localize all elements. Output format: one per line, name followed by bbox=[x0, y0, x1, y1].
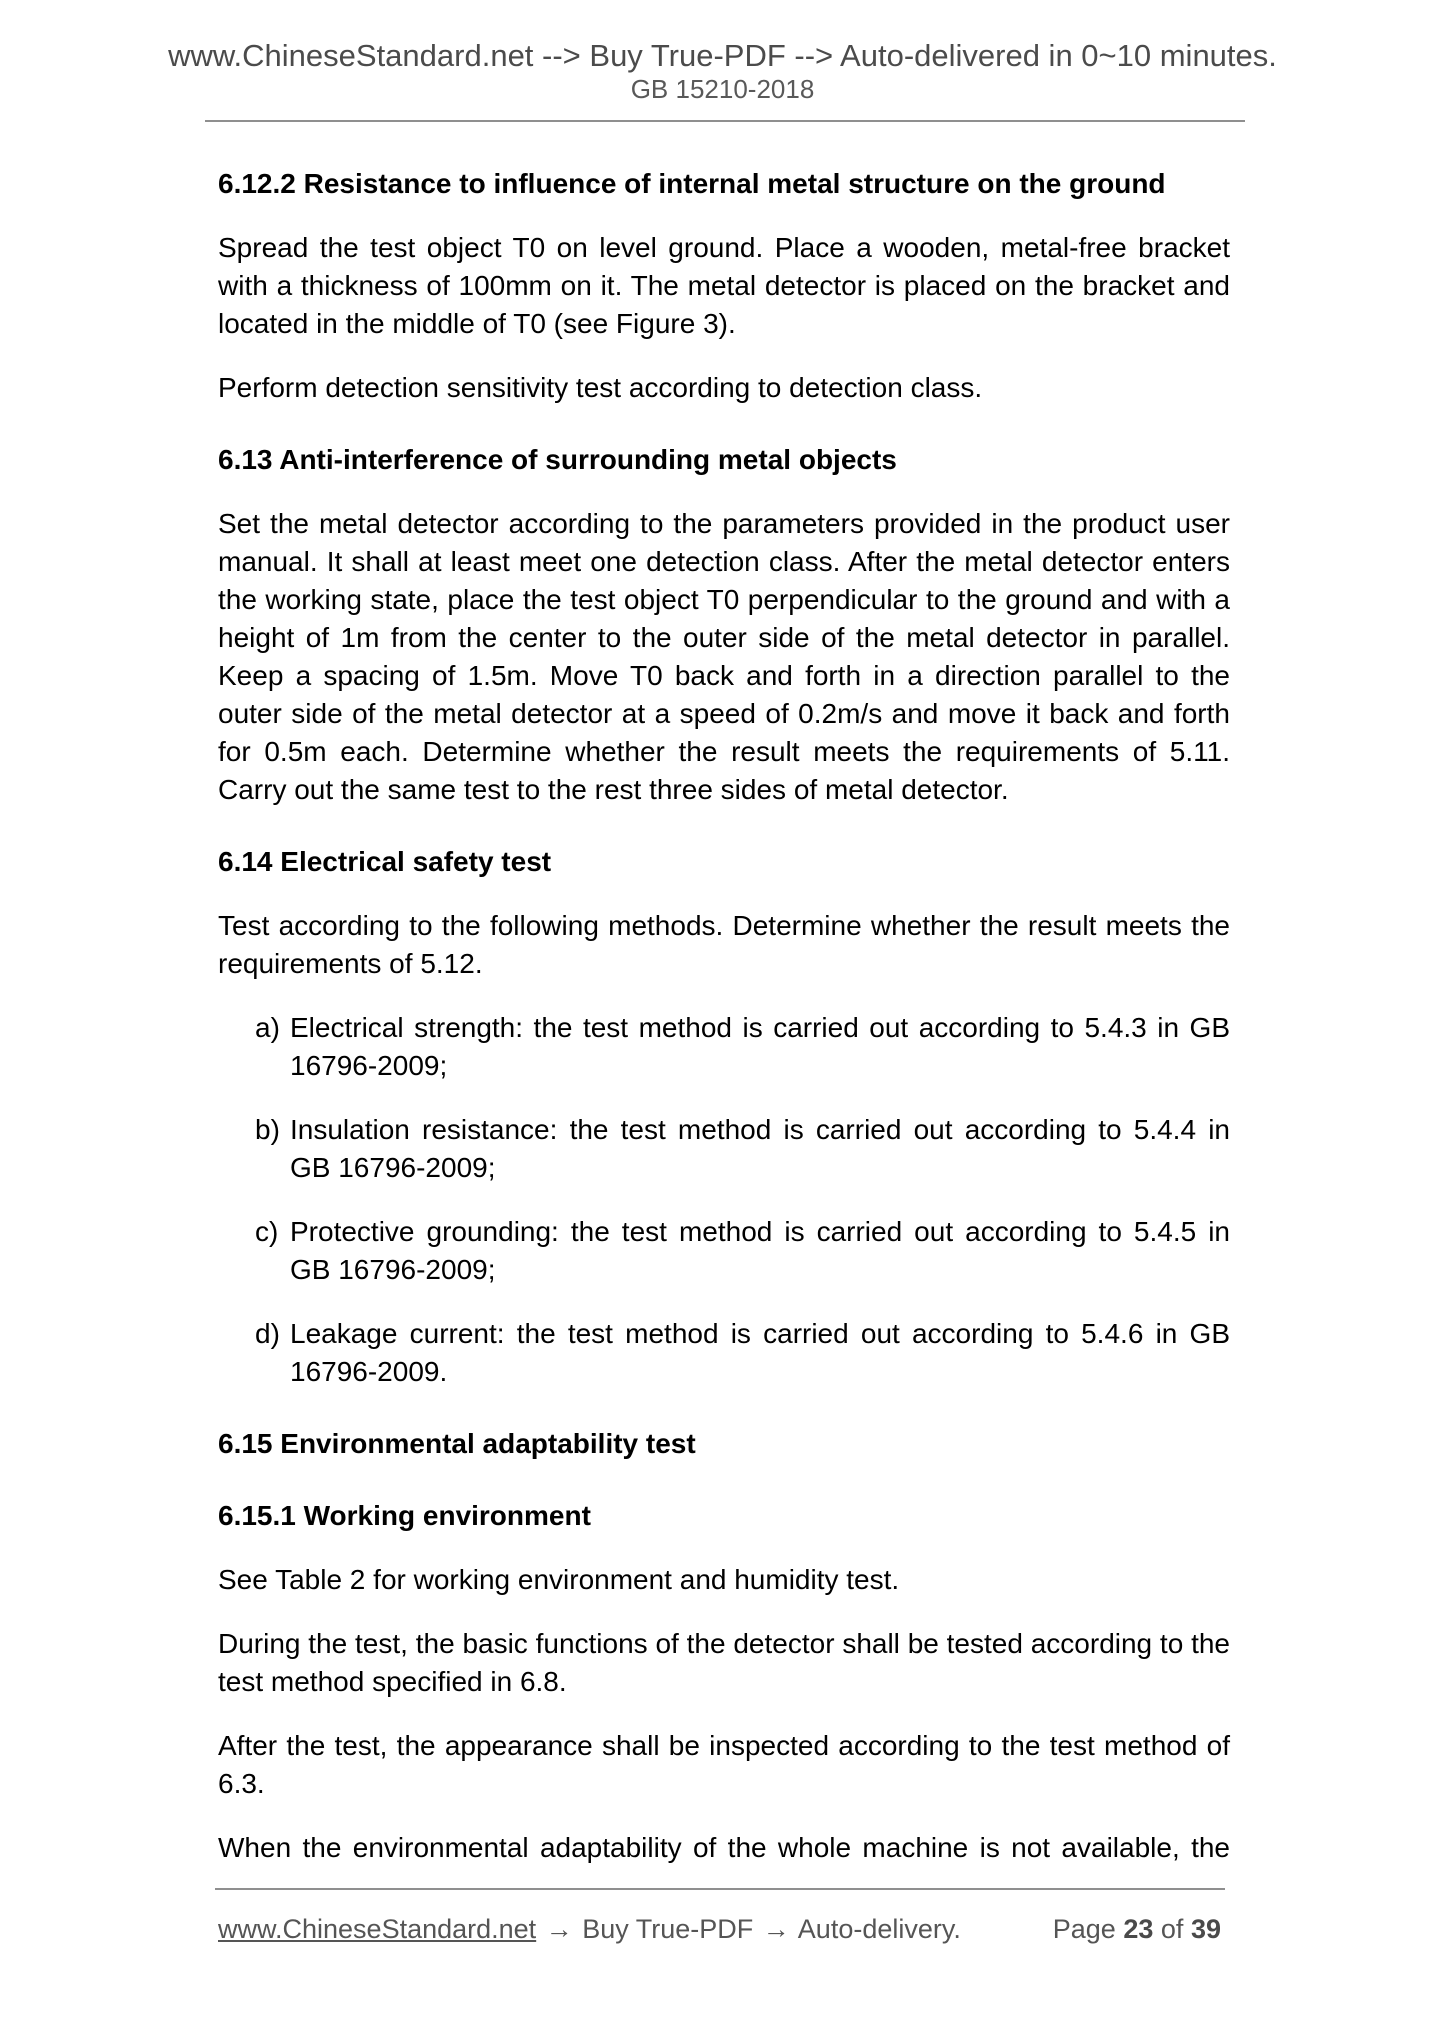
footer-site-link[interactable]: www.ChineseStandard.net bbox=[218, 1914, 537, 1944]
list-text: Protective grounding: the test method is carried out according to 5.4.5 in GB 16796-2009; bbox=[290, 1216, 1230, 1285]
header-banner-text: www.ChineseStandard.net --> Buy True-PDF --> Auto-delivered in 0~10 minutes. bbox=[168, 38, 1277, 73]
list-item bbox=[255, 1009, 1230, 1085]
footer-buy-label: Buy True-PDF bbox=[582, 1914, 754, 1944]
right-arrow-icon: → bbox=[545, 1914, 573, 1944]
list-text: Leakage current: the test method is carried out according to 5.4.6 in GB 16796-2009. bbox=[290, 1318, 1230, 1387]
list-marker: c) bbox=[255, 1216, 279, 1247]
page-number bbox=[1053, 1910, 1221, 1948]
footer-delivery-label: Auto-delivery. bbox=[797, 1914, 961, 1944]
paragraph: Spread the test object T0 on level ground. Place a wooden, metal-free bracket with a thickness of 100mm on it. The metal detector is placed on the bracket and located in the middle of T0 (see Figure 3). bbox=[218, 232, 1230, 339]
list-item bbox=[255, 1213, 1230, 1289]
section-heading: 6.13 Anti-interference of surrounding metal objects bbox=[218, 444, 897, 475]
paragraph: Set the metal detector according to the parameters provided in the product user manual. It shall at least meet one detection class. After the metal detector enters the working state, place the test object T0 perpendicular to the ground and with a height of 1m from the center to the outer side of the metal detector in parallel. Keep a spacing of 1.5m. Move T0 back and forth in a direction parallel to the outer side of the metal detector at a speed of 0.2m/s and move it back and forth for 0.5m each. Determine whether the result meets the requirements of 5.11. Carry out the same test to the rest three sides of metal detector. bbox=[218, 508, 1230, 805]
page-of-label: of bbox=[1160, 1914, 1184, 1944]
list-text: Insulation resistance: the test method is carried out according to 5.4.4 in GB 16796-2009; bbox=[290, 1114, 1230, 1183]
footer-link-line bbox=[218, 1910, 961, 1948]
section-heading: 6.12.2 Resistance to influence of internal metal structure on the ground bbox=[218, 168, 1166, 199]
page-footer bbox=[218, 1910, 1221, 1948]
section-heading: 6.15.1 Working environment bbox=[218, 1500, 591, 1531]
list-item bbox=[255, 1111, 1230, 1187]
right-arrow-icon: → bbox=[762, 1914, 790, 1944]
section-heading: 6.15 Environmental adaptability test bbox=[218, 1428, 696, 1459]
paragraph: During the test, the basic functions of the detector shall be tested according to the test method specified in 6.8. bbox=[218, 1628, 1230, 1697]
paragraph: Test according to the following methods. Determine whether the result meets the requirements of 5.12. bbox=[218, 910, 1230, 979]
paragraph: When the environmental adaptability of the whole machine is not available, the bbox=[218, 1832, 1230, 1863]
paragraph: See Table 2 for working environment and humidity test. bbox=[218, 1564, 900, 1595]
paragraph: After the test, the appearance shall be inspected according to the test method of 6.3. bbox=[218, 1730, 1230, 1799]
page-label: Page bbox=[1052, 1914, 1116, 1944]
doc-number: GB 15210-2018 bbox=[630, 74, 815, 104]
footer-divider bbox=[215, 1888, 1225, 1890]
list-marker: b) bbox=[255, 1114, 280, 1145]
list-text: Electrical strength: the test method is carried out according to 5.4.3 in GB 16796-2009; bbox=[290, 1012, 1230, 1081]
page-total: 39 bbox=[1190, 1914, 1221, 1944]
document-body bbox=[218, 0, 1230, 1893]
paragraph: Perform detection sensitivity test according to detection class. bbox=[218, 372, 983, 403]
list-marker: d) bbox=[255, 1318, 280, 1349]
section-heading: 6.14 Electrical safety test bbox=[218, 846, 552, 877]
page-current: 23 bbox=[1123, 1914, 1154, 1944]
list-item bbox=[255, 1315, 1230, 1391]
list-marker: a) bbox=[255, 1012, 280, 1043]
